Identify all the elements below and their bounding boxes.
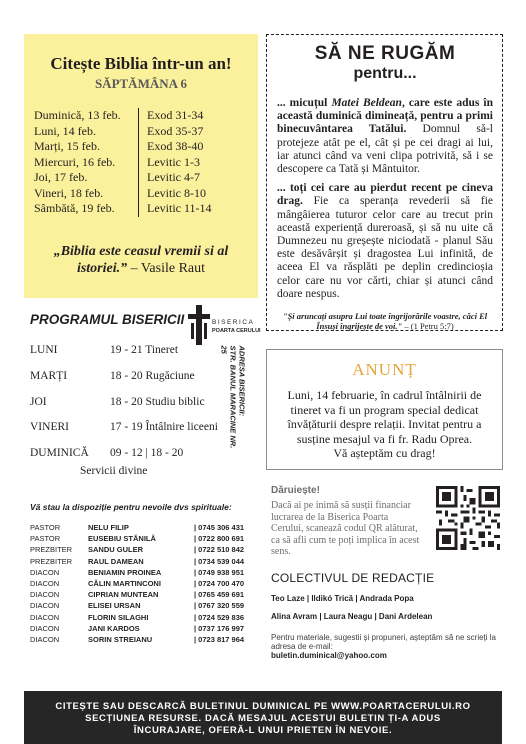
quote-text: „Biblia este ceasul vremii si al istoriei.”: [53, 243, 229, 276]
footer-line: ÎNCURAJARE, OFERĂ-L UNUI PRIETEN ÎN NEVOIE.: [133, 725, 393, 736]
schedule-time: 09 - 12 | 18 - 20: [110, 447, 184, 459]
verse-text: "Și aruncați asupra Lui toate îngrijorările voastre, căci El Însuși îngrijește de voi.": [282, 311, 488, 332]
quote-author: – Vasile Raut: [130, 260, 206, 276]
schedule-extra: Servicii divine: [80, 465, 148, 477]
prayer-box: [266, 34, 503, 331]
bible-quote: [34, 243, 248, 277]
announcement-body: Luni, 14 februarie, în cadrul întâlnirii de tineret va fi un program special dedicat învățăturii despre relații. Invitat pentru a susține mesajul va fi fr. Radu Oprea.: [287, 388, 482, 446]
reading-ref: Levitic 1-3: [147, 154, 200, 169]
contact-phone[interactable]: | 0765 459 691: [194, 590, 245, 600]
prayer-lead: ... micuțul: [277, 97, 332, 109]
address-street: STR. BANUL MARACINE NR. 25: [219, 345, 238, 449]
schedule-day: JOI: [30, 396, 47, 408]
cross-icon: [188, 305, 210, 345]
contact-row: [30, 544, 244, 555]
contact-row: [30, 634, 244, 645]
schedule-day: LUNI: [30, 344, 58, 356]
schedule-day: MARȚI: [30, 370, 68, 382]
reading-ref: Levitic 8-10: [147, 185, 206, 200]
schedule-row: [30, 370, 195, 382]
reading-row: [34, 108, 248, 124]
prayer-bold-text: ... toți cei care au pierdut recent pe cineva drag.: [277, 182, 493, 208]
schedule-row: [30, 421, 218, 433]
contact-row: [30, 556, 244, 567]
reading-day: Sâmbătă, 19 feb.: [34, 201, 139, 217]
donate-title: Dăruiește!: [271, 485, 320, 496]
contact-name: FLORIN SILAGHI: [88, 612, 149, 622]
church-address: [213, 345, 253, 462]
logo-subtitle: POARTA CERULUI: [212, 328, 261, 334]
contact-role: DIACON: [30, 578, 60, 588]
editorial-note: [271, 633, 501, 660]
contact-row: [30, 612, 244, 623]
contacts-list: [30, 522, 244, 645]
reading-day: Miercuri, 16 feb.: [34, 155, 139, 171]
prayer-body-text: Domnul să-l protejeze atât pe el, cât și pe cei dragi ai lui, iar atunci când va veni clipa potrivită, să i se descopere ca Tată și Mântuitor.: [277, 123, 493, 176]
prayer-child-name: Matei Beldean: [331, 97, 402, 109]
schedule-time: 19 - 21 Tineret: [110, 344, 179, 356]
reading-day: Luni, 14 feb.: [34, 124, 139, 140]
contact-role: PREZBITER: [30, 545, 73, 555]
reading-ref: Levitic 4-7: [147, 170, 200, 184]
reading-row: [34, 186, 248, 202]
contact-phone[interactable]: | 0767 320 559: [194, 601, 245, 611]
qr-code-icon[interactable]: [436, 486, 500, 550]
reading-day: Duminică, 13 feb.: [34, 108, 139, 124]
contact-phone[interactable]: | 0722 800 691: [194, 534, 245, 544]
verse-reference: – (1 Petru 5:7): [402, 321, 454, 332]
footer-line: SECȚIUNEA RESURSE. DACĂ MESAJUL ACESTUI BULETIN ȚI-A ADUS: [85, 713, 441, 724]
contact-name: RAUL DAMEAN: [88, 556, 144, 566]
contact-role: DIACON: [30, 567, 60, 577]
logo-name: BISERICA: [212, 319, 255, 326]
contact-row: [30, 589, 244, 600]
editorial-note-text: Pentru materiale, sugestii și propuneri, așteptăm să ne scrieți la adresa de e-mail:: [271, 633, 496, 651]
contact-role: PASTOR: [30, 534, 61, 544]
contact-phone[interactable]: | 0737 176 997: [194, 623, 245, 633]
reading-day: Vineri, 18 feb.: [34, 186, 139, 202]
reading-row: [34, 170, 248, 186]
reading-ref: Exod 38-40: [147, 139, 204, 153]
contact-phone[interactable]: | 0723 817 964: [194, 634, 245, 644]
prayer-subtitle: pentru...: [353, 65, 417, 82]
footer-line: CITEȘTE SAU DESCARCĂ BULETINUL DUMINICAL PE WWW.POARTACERULUI.RO: [55, 701, 471, 712]
editorial-names: Alina Avram | Laura Neagu | Dani Ardelean: [271, 612, 433, 621]
contact-phone[interactable]: | 0724 529 836: [194, 612, 245, 622]
prayer-bold-text: , care este adus în această duminică dimineață, pentru a primi binecuvântarea Tatălui.: [277, 97, 493, 136]
bible-reading-box: [24, 34, 258, 298]
contact-role: DIACON: [30, 601, 60, 611]
prayer-item-child: [277, 97, 493, 176]
editorial-email-link[interactable]: buletin.duminical@yahoo.com: [271, 651, 387, 660]
schedule-row: [30, 344, 178, 356]
contact-phone[interactable]: | 0722 510 842: [194, 545, 245, 555]
contact-name: SORIN STREIANU: [88, 634, 153, 644]
contact-phone[interactable]: | 0749 938 951: [194, 567, 245, 577]
reading-ref: Exod 31-34: [147, 108, 204, 122]
donate-text: Dacă ai pe inimă să susții financiar lucrarea de la Biserica Poarta Cerului, scanează codul QR alăturat, ca să afli cum te poți implica în acest sens.: [271, 500, 420, 557]
reading-row: [34, 139, 248, 155]
editorial-title: COLECTIVUL DE REDACȚIE: [271, 571, 435, 585]
contact-role: DIACON: [30, 612, 60, 622]
schedule-day: DUMINICĂ: [30, 447, 89, 459]
announcement-closing: Vă așteptăm cu drag!: [333, 446, 436, 460]
prayer-item-grief: [277, 182, 493, 301]
contact-row: [30, 600, 244, 611]
contact-row: [30, 533, 244, 544]
church-logo: [186, 305, 261, 347]
reading-day: Marți, 15 feb.: [34, 139, 139, 155]
contact-name: SANDU GULER: [88, 545, 144, 555]
schedule-time: 18 - 20 Studiu biblic: [110, 396, 205, 408]
contact-role: PREZBITER: [30, 556, 73, 566]
program-title: PROGRAMUL BISERICII: [30, 312, 185, 327]
contact-role: DIACON: [30, 590, 60, 600]
contacts-title: Vă stau la dispoziție pentru nevoile dvs spirituale:: [30, 502, 232, 512]
reading-row: [34, 155, 248, 171]
bible-week-label: SĂPTĂMÂNA 6: [94, 76, 188, 91]
reading-day: Joi, 17 feb.: [34, 170, 139, 186]
contact-role: DIACON: [30, 634, 60, 644]
prayer-verse: [277, 311, 493, 331]
contact-row: [30, 522, 244, 533]
contact-phone[interactable]: | 0745 306 431: [194, 523, 245, 532]
address-label: ADRESA BISERICII:: [237, 345, 247, 417]
contact-name: NELU FILIP: [88, 523, 129, 532]
schedule-row: [30, 396, 205, 408]
announcement-text: [273, 388, 496, 461]
logo-text: [212, 319, 261, 335]
schedule-row: [30, 447, 183, 459]
contact-name: JANI KARDOS: [88, 623, 140, 633]
prayer-body-text: Fie ca speranța revederii să fie mângâierea tuturor celor care au trecut prin această experiență dureroasă, și să nu uite că Dumnezeu nu greșește niciodată - planul Său este desăvârșit și dragostea Lui infinită, de aceea El va răsplăti pe deplin credincioșia celor care nu vor cărti, chiar și atunci când doare nespus.: [277, 195, 493, 300]
reading-ref: Exod 35-37: [147, 123, 204, 138]
bible-plan-title: Citește Biblia într-un an!: [50, 54, 232, 73]
announcement-box: [266, 349, 503, 470]
contact-name: CIPRIAN MUNTEAN: [88, 590, 159, 600]
contact-row: [30, 567, 244, 578]
address-text: [220, 346, 247, 456]
editorial-names: Teo Laze | Ildikó Trică | Andrada Popa: [271, 594, 414, 603]
reading-row: [34, 124, 248, 140]
contact-name: BENIAMIN PROINEA: [88, 567, 162, 577]
prayer-title: SĂ NE RUGĂM: [314, 43, 456, 64]
contact-row: [30, 623, 244, 634]
reading-table: [34, 108, 248, 217]
schedule-day: VINERI: [30, 421, 69, 433]
announcement-title: ANUNȚ: [352, 360, 417, 379]
contact-name: CĂLIN MARTINCONI: [88, 578, 161, 588]
contact-name: ELISEI URSAN: [88, 601, 141, 611]
contact-phone[interactable]: | 0734 539 044: [194, 556, 245, 566]
schedule-time: 18 - 20 Rugăciune: [110, 370, 195, 382]
reading-row: [34, 201, 248, 217]
schedule-time: 17 - 19 Întâlnire liceeni: [110, 421, 218, 433]
contact-role: DIACON: [30, 623, 60, 633]
footer-banner: [24, 691, 502, 744]
contact-phone[interactable]: | 0724 700 470: [194, 578, 245, 588]
contact-name: EUSEBIU STĂNILĂ: [88, 534, 156, 544]
reading-ref: Levitic 11-14: [147, 201, 212, 215]
contact-row: [30, 578, 244, 589]
contact-role: PASTOR: [30, 523, 61, 532]
